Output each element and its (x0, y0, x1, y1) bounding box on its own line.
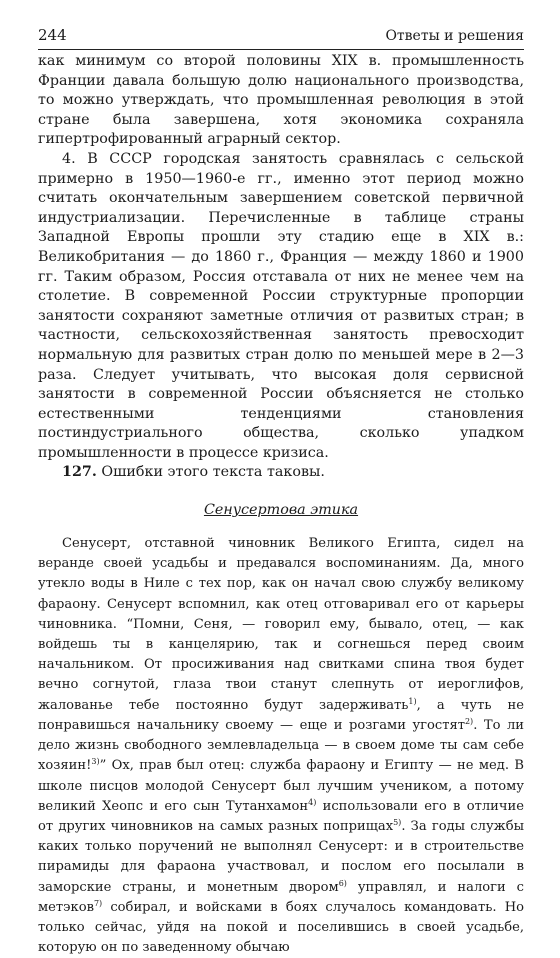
essay-text-run: . То ли дело жизнь свободного землевладельца — в своем доме ты сам себе хозяин! (38, 717, 524, 774)
paragraph: как минимум со второй половины XIX в. промышленность Франции давала большую долю национального производства, то можно утверждать, что промышленная революция в этой стране была завершена, хотя экономика сохраняла гипертрофированный аграрный сектор. (38, 53, 524, 148)
footnote-marker: 5) (393, 817, 402, 827)
essay-text-run: , а чуть не понравишься начальнику своему — еще и розгами угостят (38, 697, 524, 733)
answer-number: 127. (62, 464, 97, 481)
essay-text-run: . За годы службы каких только поручений не выполнял Сенусерт: и в строительстве пирамиды для фараона участвовал, и послом его посылали в заморские страны, и монетным двором (38, 818, 524, 895)
essay-text-run: ” Ох, прав был отец: служба фараону и Египту — не мед. В школе писцов молодой Сенусерт был лучшим учеником, а потому великий Хеопс и его сын Тутанхамон (38, 758, 524, 814)
answer-text (38, 52, 524, 483)
paragraph: 4. В СССР городская занятость сравнялась с сельской примерно в 1950—1960-е гг., именно этот период можно считать окончательным завершением советской первичной индустриализации. Перечисленные в таблице страны Западной Европы прошли эту стадию еще в XIX в.: Великобритания — до 1860 г., Франция — между 1860 и 1900 гг. Таким образом, Россия отставала от них не менее чем на столетие. В современной России структурные пропорции занятости сохраняют заметные отличия от развитых стран; в частности, сельскохозяйственная занятость превосходит нормальную для развитых стран долю по меньшей мере в 2—3 раза. Следует учитывать, что высокая доля сервисной занятости в современной России объясняется не столько естественными тенденциями становления постиндустриального общества, сколько упадком промышленности в процессе кризиса. (38, 150, 524, 461)
essay-text-run: использовали его в отличие от других чиновников на самых разных поприщах (38, 798, 524, 834)
page-body (38, 52, 524, 958)
essay-text-run: управлял, и налоги с метэков (38, 879, 524, 915)
footnote-marker: 4) (308, 797, 317, 807)
footnote-marker: 1) (408, 696, 417, 706)
footnote-marker: 2) (464, 716, 474, 726)
footnote-marker: 3) (91, 757, 100, 767)
running-header (38, 26, 524, 48)
essay-text (38, 534, 524, 958)
essay-text-run: собирал, и войсками в боях случалось командовать. Но только сейчас, уйдя на покой и поселившись в своей усадьбе, которую он по заведенному обычаю (38, 899, 524, 956)
footnote-marker: 7) (93, 898, 103, 908)
answer-intro: Ошибки этого текста таковы. (96, 464, 325, 481)
page-number: 244 (38, 26, 67, 44)
essay-text-run: Сенусерт, отставной чиновник Великого Египта, сидел на веранде своей усадьбы и предавался воспоминаниям. Да, много утекло воды в Ниле с тех пор, как он начал свою службу великому фараону. Сенусерт вспомнил, как отец отговаривал его от карьеры чиновника. “Помни, Сеня, — говорил ему, бывало, отец, — как войдешь ты в канцелярию, так и согнешься перед своим начальником. От просиживания над свитками спина твоя будет вечно согнутой, глаза твои станут слепнуть от иероглифов, жалованье тебе постоянно будут задерживать (38, 536, 524, 713)
header-rule (38, 49, 524, 50)
section-title: Ответы и решения (385, 28, 524, 44)
essay-title: Сенусертова этика (203, 502, 359, 519)
answer-paragraph (38, 463, 524, 483)
essay-paragraph (38, 534, 524, 958)
footnote-marker: 6) (338, 878, 347, 888)
